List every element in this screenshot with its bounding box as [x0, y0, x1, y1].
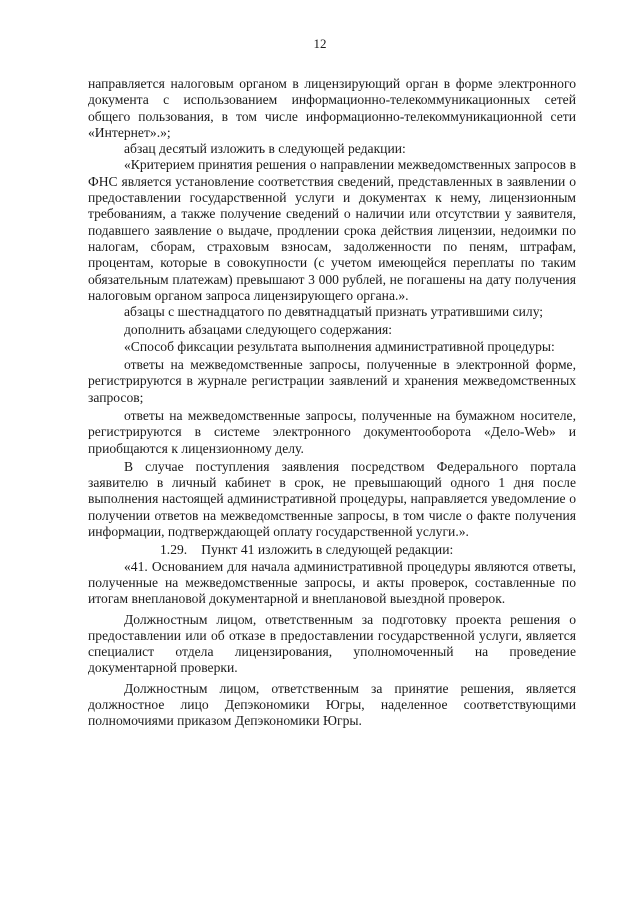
paragraph-6: «Способ фиксации результата выполнения административной процедуры:: [124, 338, 555, 354]
paragraph-5: дополнить абзацами следующего содержания:: [124, 322, 393, 338]
paragraph-12: Должностным лицом, ответственным за подготовку проекта решения о предоставлении или об отказе в предоставлении государственной услуги, является специалист отдела лицензирования, уполномоченный на проведение документарной проверки.: [88, 611, 576, 676]
page-number: 12: [313, 36, 327, 51]
paragraph-7: ответы на межведомственные запросы, полученные в электронной форме, регистрируются в журнале регистрации заявлений и хранения межведомственных запросов;: [88, 357, 576, 405]
paragraph-13: Должностным лицом, ответственным за принятие решения, является должностное лицо Депэкономики Югры, наделенное соответствующими полномочиями приказом Депэкономики Югры.: [88, 680, 576, 729]
paragraph-9: В случае поступления заявления посредством Федерального портала заявителю в личный кабинет в срок, не превышающий одного 1 дня после выполнения настоящей административной процедуры, направляется уведомление о получении ответов на межведомственные запросы, в том числе о факте получения информации, подтверждающей оплату государственной услуги.».: [88, 458, 576, 540]
paragraph-10: [88, 542, 576, 558]
document-body: [88, 76, 576, 730]
paragraph-8: ответы на межведомственные запросы, полученные на бумажном носителе, регистрируются в системе электронного документооборота «Дело-Web» и приобщаются к лицензионному делу.: [88, 407, 576, 456]
item-number: 1.29.: [160, 542, 188, 558]
item-text: Пункт 41 изложить в следующей редакции:: [201, 542, 454, 558]
paragraph-11: «41. Основанием для начала административной процедуры являются ответы, полученные на межведомственные запросы, и акты проверок, составленные по итогам внеплановой документарной и внеплановой выездной проверок.: [88, 558, 576, 607]
paragraph-1: направляется налоговым органом в лицензирующий орган в форме электронного документа с использованием информационно-телекоммуникационных сетей общего пользования, в том числе информационно-телекоммуникационной сети «Интернет».»;: [88, 76, 576, 140]
paragraph-2: абзац десятый изложить в следующей редакции:: [124, 141, 406, 157]
paragraph-3: «Критерием принятия решения о направлении межведомственных запросов в ФНС является установление соответствия сведений, представленных в заявлении о предоставлении государственной услуги и документах к нему, лицензионным требованиям, а также получение сведений о наличии или отсутствии у заявителя, подавшего заявление о выдаче, продлении срока действия лицензии, недоимки по налогам, сборам, страховым взносам, задолженности по пеням, штрафам, процентам, которые в совокупности (с учетом имеющейся переплаты по таким обязательным платежам) превышают 3 000 рублей, не погашены на дату получения налоговым органом запроса лицензирующего органа.».: [88, 157, 576, 303]
paragraph-4: абзацы с шестнадцатого по девятнадцатый признать утратившими силу;: [124, 304, 544, 320]
